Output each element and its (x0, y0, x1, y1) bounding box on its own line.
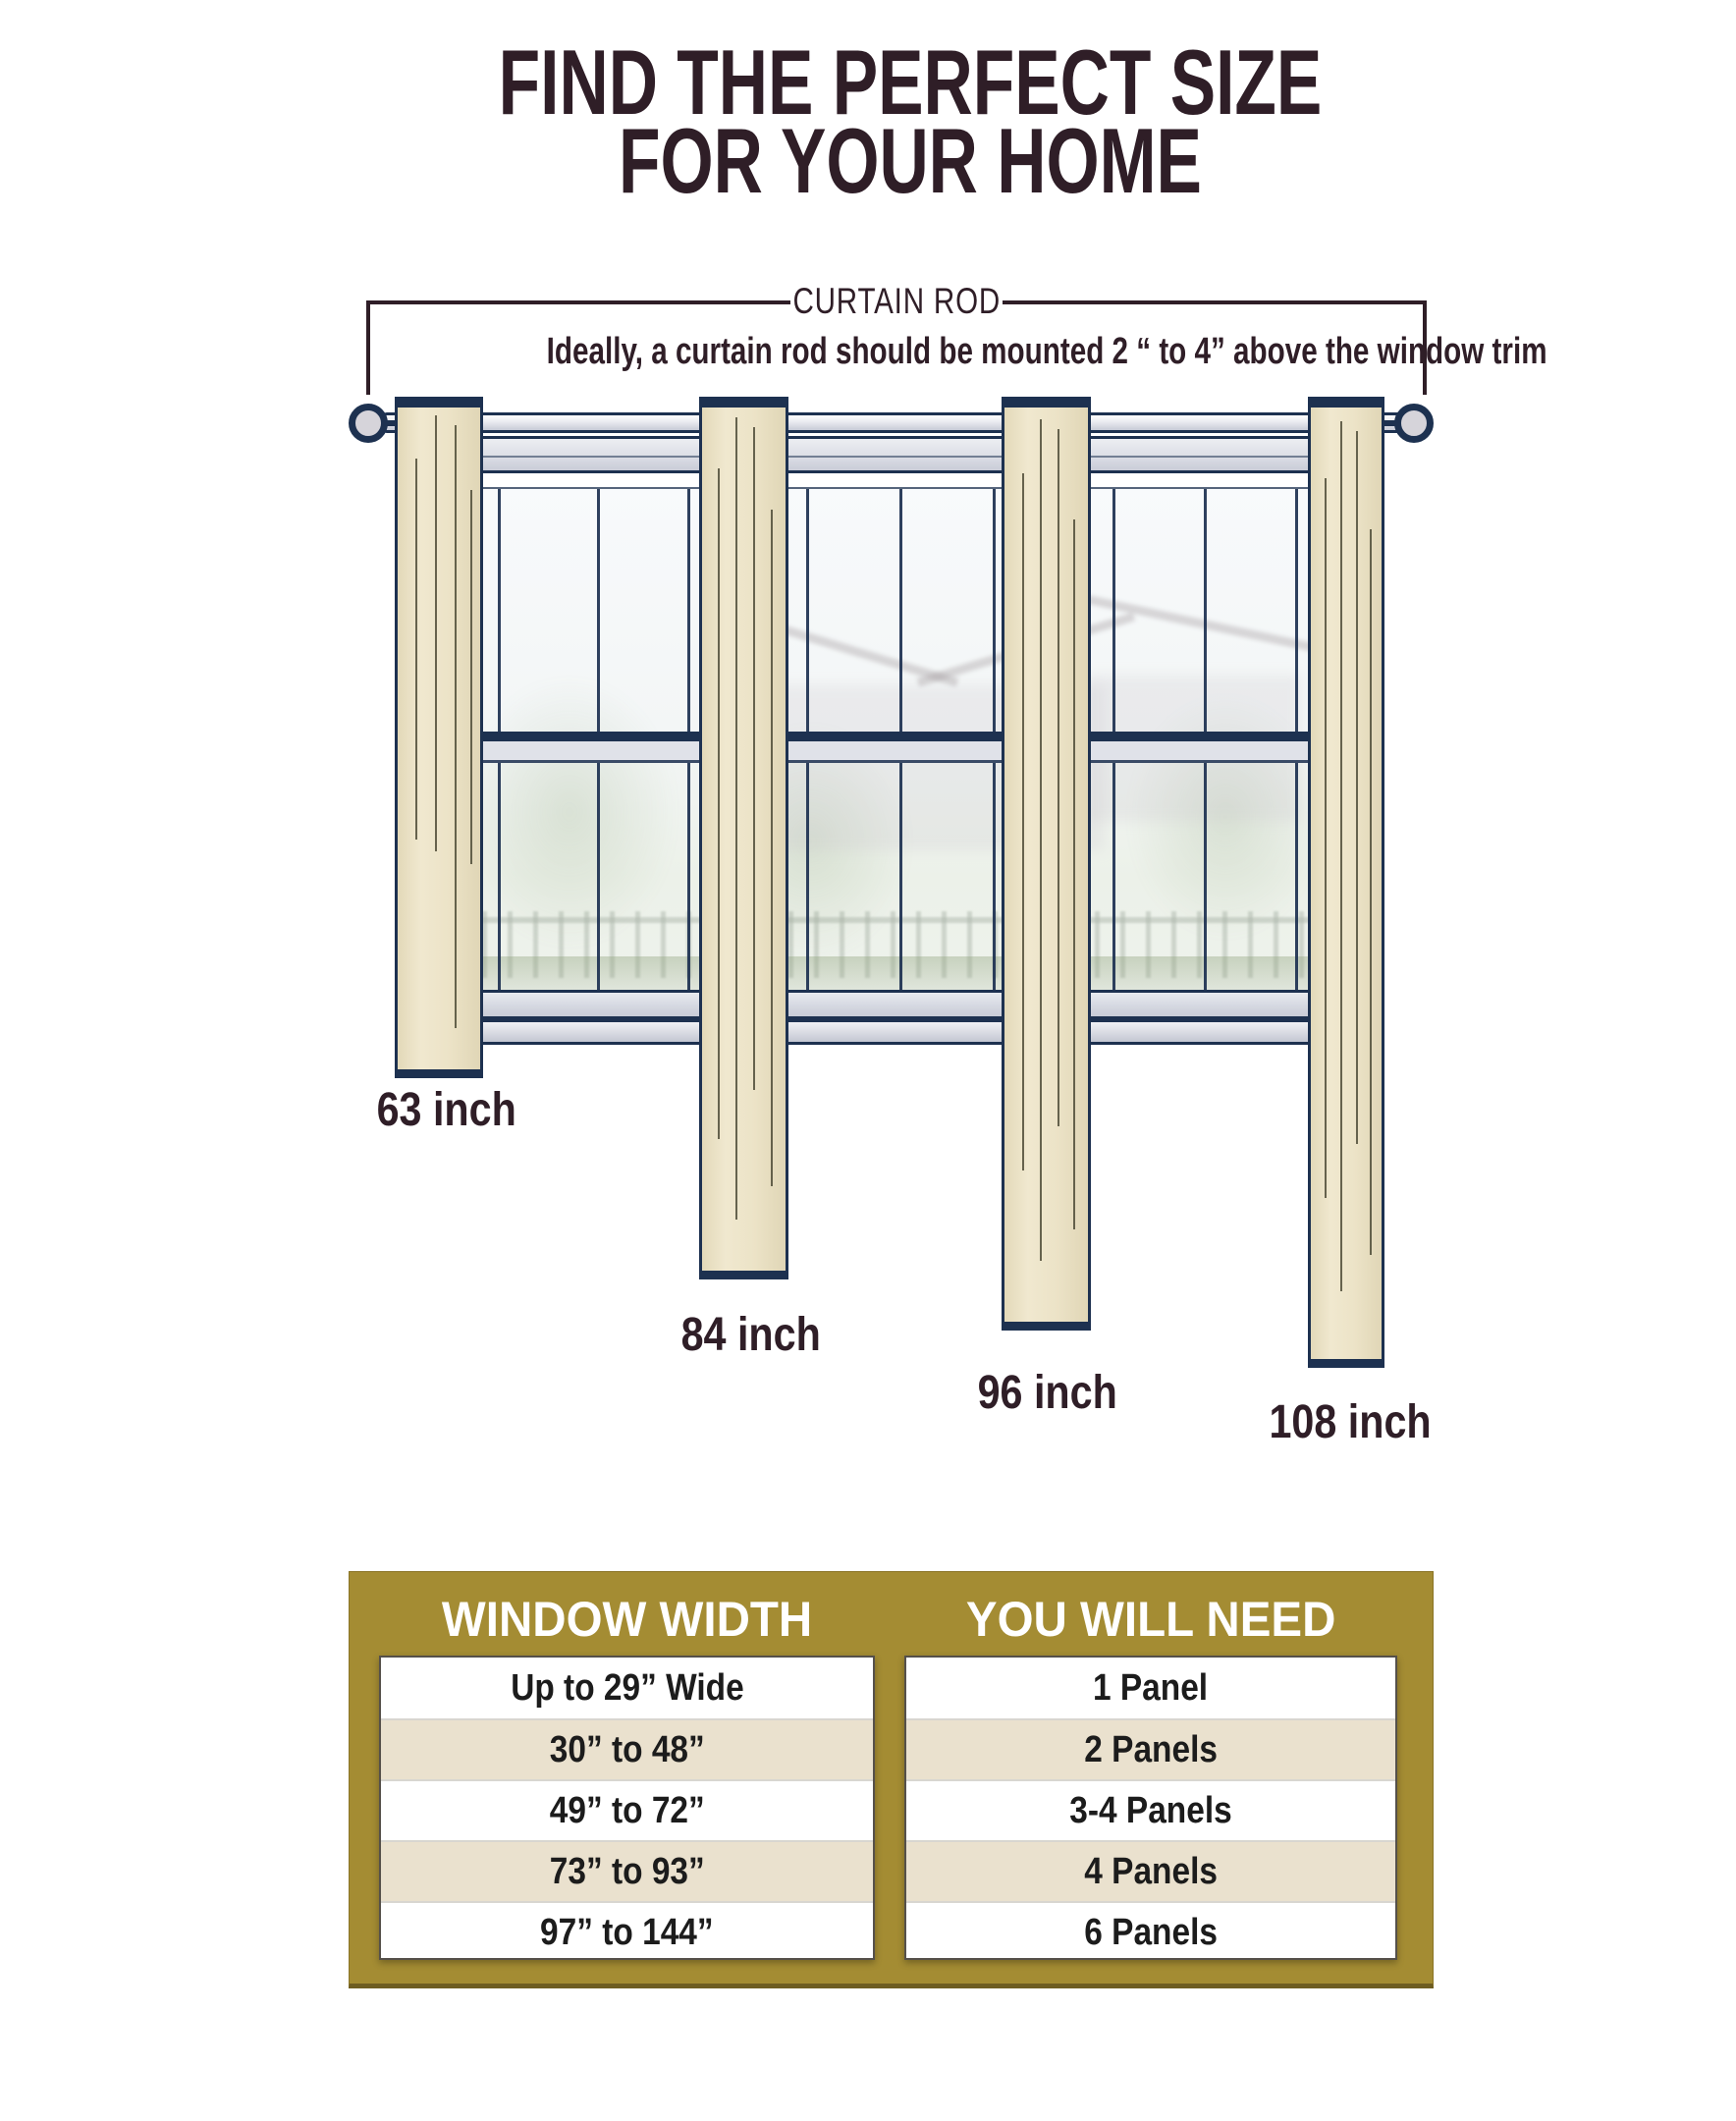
curtain-fold (415, 459, 417, 840)
curtain-fold (753, 427, 755, 1090)
you-will-need-column (904, 1656, 1397, 1960)
curtain-rod (383, 412, 1411, 433)
table-row: 4 Panels (906, 1840, 1395, 1901)
table-row: 3-4 Panels (906, 1779, 1395, 1840)
finial-left-icon (349, 404, 388, 443)
curtain-fold (1022, 473, 1024, 1170)
curtain-fold (1058, 429, 1059, 1126)
window-glass (454, 473, 1336, 990)
curtain-rod-label: CURTAIN ROD (792, 281, 1001, 321)
window-top-trim (447, 436, 1343, 473)
curtain-fold (1356, 431, 1358, 1144)
table-row: 2 Panels (906, 1718, 1395, 1779)
title-line-2: FOR YOUR HOME (619, 109, 1202, 212)
bracket-line-left (366, 300, 790, 304)
size-table (349, 1571, 1434, 1988)
table-row: 97” to 144” (381, 1901, 873, 1962)
panel-length-label-84: 84 inch (680, 1309, 822, 1361)
window-width-column (379, 1656, 875, 1960)
curtain-fold (718, 468, 720, 1139)
bracket-end-left (366, 300, 370, 395)
rod-mounting-caption: Ideally, a curtain rod should be mounted 2 “ to 4” above the window trim (546, 331, 1547, 372)
page-title (314, 30, 1506, 212)
table-row: 73” to 93” (381, 1840, 873, 1901)
panel-length-label-63: 63 inch (376, 1084, 517, 1136)
finial-right-icon (1394, 404, 1434, 443)
curtain-fold (1370, 529, 1372, 1255)
table-row: 1 Panel (1093, 1666, 1209, 1709)
curtain-fold (1040, 419, 1042, 1261)
curtain-fold (771, 510, 773, 1186)
curtain-fold (435, 415, 437, 851)
window-meeting-rail (457, 732, 1333, 741)
curtain-fold (1073, 519, 1075, 1229)
curtain-fold (470, 490, 472, 864)
panel-length-label-96: 96 inch (977, 1367, 1118, 1419)
curtain-panel-96 (1002, 397, 1091, 1331)
window-sash-top (457, 473, 1333, 489)
curtain-fold (1325, 478, 1327, 1198)
curtain-fold (455, 425, 457, 1028)
window-sill (432, 1019, 1360, 1045)
table-row: Up to 29” Wide (510, 1666, 744, 1709)
curtain-fold (735, 417, 737, 1220)
column-header-you-will-need: YOU WILL NEED (965, 1592, 1336, 1647)
window-bottom-rail (447, 990, 1343, 1019)
curtain-panel-63 (395, 397, 483, 1078)
grass-scenery (457, 956, 1333, 990)
curtain-fold (1340, 421, 1342, 1291)
window-sash-rail (457, 741, 1333, 763)
table-row: 6 Panels (906, 1901, 1395, 1962)
panel-length-label-108: 108 inch (1269, 1396, 1432, 1448)
table-row: 49” to 72” (381, 1779, 873, 1840)
title-line-1: FIND THE PERFECT SIZE (498, 30, 1323, 134)
bracket-line-right (1003, 300, 1427, 304)
curtain-panel-84 (699, 397, 788, 1279)
table-row: 30” to 48” (381, 1718, 873, 1779)
curtain-panel-108 (1308, 397, 1384, 1368)
column-header-window-width: WINDOW WIDTH (441, 1592, 813, 1647)
